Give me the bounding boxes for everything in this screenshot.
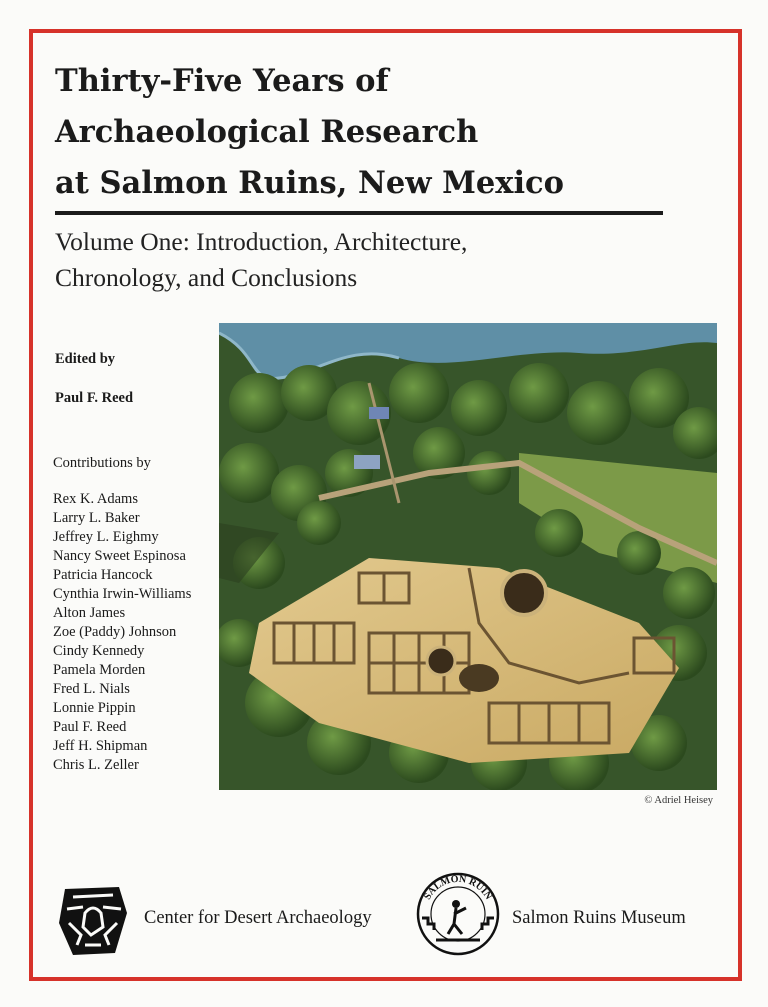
editor-name: Paul F. Reed [55, 390, 134, 406]
contributor-item: Rex K. Adams [53, 491, 138, 507]
subtitle-line-2: Chronology, and Conclusions [55, 263, 358, 292]
title-line-2: Archaeological Research [55, 114, 479, 150]
contributor-item: Cynthia Irwin-Williams [53, 586, 192, 602]
seal-top-text: SALMON RUIN [422, 873, 494, 902]
title-divider [55, 211, 663, 215]
contributor-item: Lonnie Pippin [53, 700, 136, 716]
publisher-center-for-desert-archaeology: Center for Desert Archaeology [144, 908, 372, 928]
contributor-item: Cindy Kennedy [53, 643, 145, 659]
contributor-item: Fred L. Nials [53, 681, 130, 697]
subtitle-line-1: Volume One: Introduction, Architecture, [55, 227, 468, 256]
contributors-list [53, 490, 191, 775]
aerial-photo-salmon-ruins [219, 323, 717, 790]
contributor-item: Zoe (Paddy) Johnson [53, 624, 177, 640]
edited-by-label: Edited by [55, 351, 116, 367]
center-for-desert-archaeology-logo-icon [55, 883, 131, 959]
contributor-item: Nancy Sweet Espinosa [53, 548, 186, 564]
photo-credit: © Adriel Heisey [644, 795, 713, 806]
title-line-1: Thirty-Five Years of [55, 63, 389, 99]
contributor-item: Pamela Morden [53, 662, 146, 678]
contributor-item: Alton James [53, 605, 126, 621]
contributor-item: Jeffrey L. Eighmy [53, 529, 159, 545]
book-title [55, 56, 695, 209]
publisher-salmon-ruins-museum: Salmon Ruins Museum [512, 908, 686, 928]
contributor-item: Patricia Hancock [53, 567, 153, 583]
contributor-item: Paul F. Reed [53, 719, 127, 735]
contributions-label: Contributions by [53, 455, 151, 471]
contributor-item: Jeff H. Shipman [53, 738, 148, 754]
salmon-ruins-museum-seal-icon [412, 868, 504, 960]
contributor-item: Chris L. Zeller [53, 757, 139, 773]
contributor-item: Larry L. Baker [53, 510, 140, 526]
title-line-3: at Salmon Ruins, New Mexico [55, 165, 564, 201]
book-subtitle [55, 224, 695, 296]
